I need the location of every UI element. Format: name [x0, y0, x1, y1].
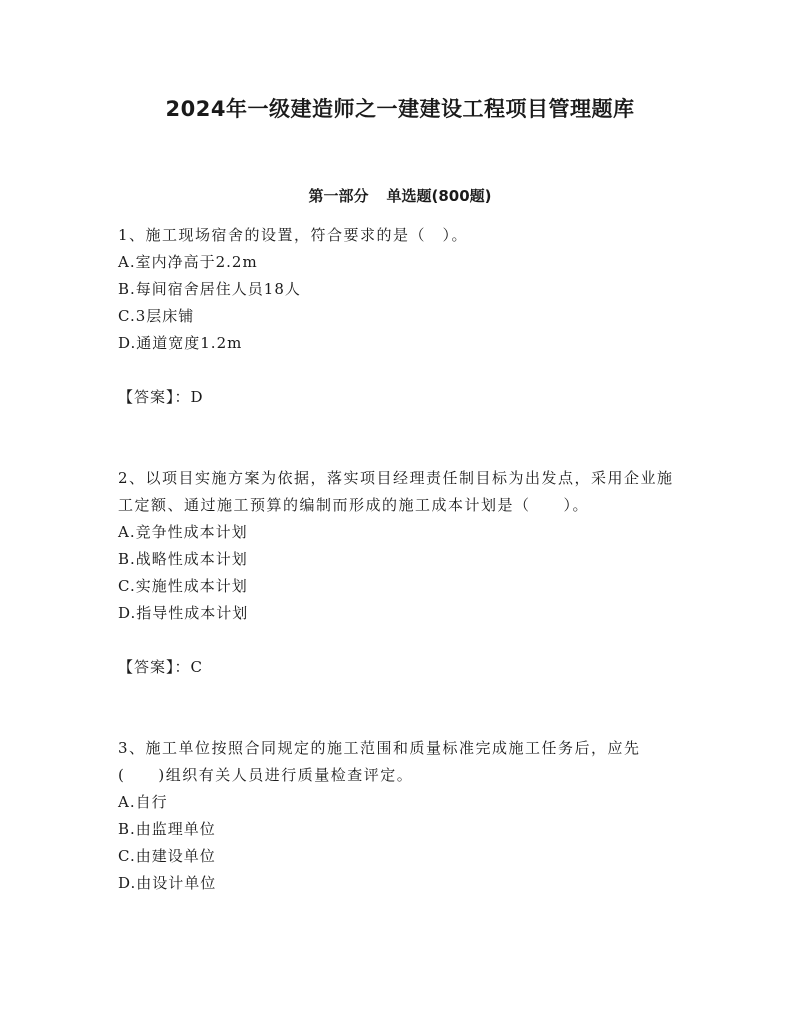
answer-label: 【答案】：C: [118, 658, 203, 676]
question-text: 3、施工单位按照合同规定的施工范围和质量标准完成施工任务后，应先( )组织有关人员进行质量检查评定。: [118, 739, 641, 784]
option-c: C.由建设单位: [118, 847, 216, 865]
answer-label: 【答案】：D: [118, 388, 204, 406]
option-a: A.室内净高于2.2m: [118, 253, 258, 271]
option-d: D.指导性成本计划: [118, 604, 249, 622]
option-d: D.通道宽度1.2m: [118, 334, 243, 352]
section-name: 单选题(800题): [386, 187, 492, 205]
question-list: [118, 222, 688, 897]
question-text: 2、以项目实施方案为依据，落实项目经理责任制目标为出发点，采用企业施工定额、通过施工预算的编制而形成的施工成本计划是（ ）。: [118, 469, 674, 514]
page-title: 2024年一级建造师之一建建设工程项目管理题库: [165, 97, 635, 121]
option-c: C.3层床铺: [118, 307, 195, 325]
section-heading: [0, 184, 800, 208]
option-b: B.每间宿舍居住人员18人: [118, 280, 301, 298]
option-a: A.自行: [118, 793, 168, 811]
section-part: 第一部分: [308, 187, 369, 205]
option-a: A.竞争性成本计划: [118, 523, 248, 541]
question-text: 1、施工现场宿舍的设置，符合要求的是（ ）。: [118, 226, 469, 244]
option-c: C.实施性成本计划: [118, 577, 248, 595]
question-1: [118, 222, 688, 411]
question-3: [118, 735, 688, 897]
question-2: [118, 465, 688, 681]
option-b: B.由监理单位: [118, 820, 216, 838]
option-b: B.战略性成本计划: [118, 550, 248, 568]
option-d: D.由设计单位: [118, 874, 217, 892]
